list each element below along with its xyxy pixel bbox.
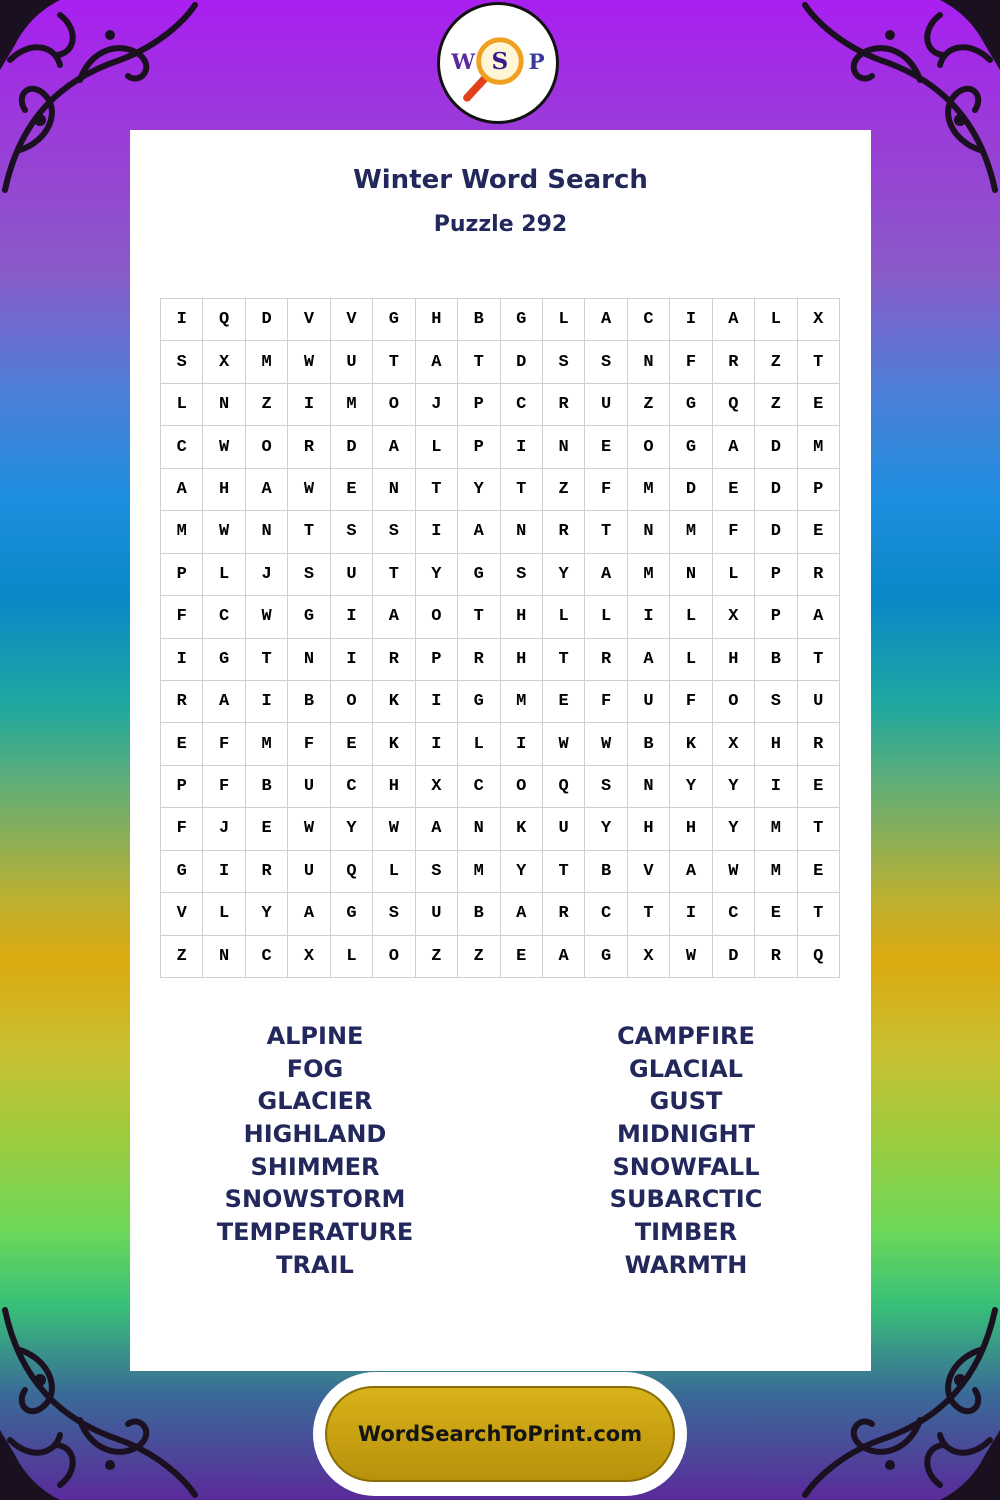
grid-cell[interactable]: B bbox=[246, 766, 288, 808]
logo-letter-w: W bbox=[451, 49, 476, 75]
grid-cell[interactable]: H bbox=[713, 639, 755, 681]
grid-cell[interactable]: D bbox=[501, 341, 543, 383]
grid-cell[interactable]: M bbox=[246, 723, 288, 765]
grid-cell[interactable]: I bbox=[161, 299, 203, 341]
word-list-item: HIGHLAND bbox=[243, 1120, 387, 1149]
grid-cell[interactable]: Y bbox=[543, 554, 585, 596]
grid-cell[interactable]: N bbox=[373, 469, 415, 511]
grid-cell[interactable]: A bbox=[585, 299, 627, 341]
grid-cell[interactable]: V bbox=[628, 851, 670, 893]
grid-cell[interactable]: K bbox=[501, 808, 543, 850]
grid-cell[interactable]: O bbox=[628, 426, 670, 468]
grid-cell[interactable]: M bbox=[331, 384, 373, 426]
grid-cell[interactable]: I bbox=[416, 511, 458, 553]
site-logo[interactable] bbox=[437, 2, 559, 124]
grid-cell[interactable]: G bbox=[670, 426, 712, 468]
word-list-item: SNOWSTORM bbox=[224, 1185, 406, 1214]
logo-letter-p: P bbox=[528, 49, 545, 75]
grid-cell[interactable]: W bbox=[203, 511, 245, 553]
word-list-item: TEMPERATURE bbox=[216, 1218, 414, 1247]
grid-cell[interactable]: T bbox=[798, 341, 840, 383]
grid-cell[interactable]: W bbox=[288, 341, 330, 383]
grid-cell[interactable]: G bbox=[501, 299, 543, 341]
grid-cell[interactable]: O bbox=[246, 426, 288, 468]
grid-cell[interactable]: Z bbox=[458, 936, 500, 978]
grid-cell[interactable]: U bbox=[628, 681, 670, 723]
grid-cell[interactable]: O bbox=[373, 384, 415, 426]
grid-cell[interactable]: R bbox=[288, 426, 330, 468]
grid-cell[interactable]: W bbox=[203, 426, 245, 468]
grid-cell[interactable]: L bbox=[543, 299, 585, 341]
grid-cell[interactable]: Y bbox=[331, 808, 373, 850]
grid-cell[interactable]: L bbox=[713, 554, 755, 596]
logo-magnifier-icon bbox=[440, 5, 556, 121]
grid-cell[interactable]: P bbox=[755, 554, 797, 596]
grid-cell[interactable]: I bbox=[161, 639, 203, 681]
grid-cell[interactable]: Z bbox=[543, 469, 585, 511]
grid-cell[interactable]: E bbox=[798, 511, 840, 553]
grid-cell[interactable]: H bbox=[501, 639, 543, 681]
grid-cell[interactable]: C bbox=[501, 384, 543, 426]
grid-cell[interactable]: R bbox=[798, 723, 840, 765]
grid-cell[interactable]: U bbox=[543, 808, 585, 850]
grid-cell[interactable]: I bbox=[670, 299, 712, 341]
grid-cell[interactable]: I bbox=[416, 723, 458, 765]
grid-cell[interactable]: A bbox=[585, 554, 627, 596]
grid-cell[interactable]: T bbox=[373, 341, 415, 383]
grid-cell[interactable]: X bbox=[798, 299, 840, 341]
grid-cell[interactable]: J bbox=[203, 808, 245, 850]
grid-cell[interactable]: L bbox=[543, 596, 585, 638]
grid-cell[interactable]: R bbox=[246, 851, 288, 893]
grid-cell[interactable]: N bbox=[501, 511, 543, 553]
grid-cell[interactable]: F bbox=[203, 766, 245, 808]
grid-cell[interactable]: R bbox=[458, 639, 500, 681]
grid-cell[interactable]: R bbox=[585, 639, 627, 681]
grid-cell[interactable]: K bbox=[373, 681, 415, 723]
grid-cell[interactable]: W bbox=[543, 723, 585, 765]
grid-cell[interactable]: K bbox=[373, 723, 415, 765]
grid-cell[interactable]: Z bbox=[755, 384, 797, 426]
grid-cell[interactable]: Z bbox=[246, 384, 288, 426]
grid-cell[interactable]: V bbox=[288, 299, 330, 341]
footer-pill bbox=[313, 1372, 687, 1496]
grid-cell[interactable]: C bbox=[246, 936, 288, 978]
grid-cell[interactable]: E bbox=[798, 384, 840, 426]
word-list-left bbox=[130, 1020, 500, 1282]
grid-cell[interactable]: A bbox=[458, 511, 500, 553]
grid-cell[interactable]: M bbox=[755, 851, 797, 893]
grid-cell[interactable]: L bbox=[161, 384, 203, 426]
grid-cell[interactable]: I bbox=[755, 766, 797, 808]
grid-cell[interactable]: J bbox=[416, 384, 458, 426]
grid-cell[interactable]: I bbox=[246, 681, 288, 723]
grid-cell[interactable]: Y bbox=[585, 808, 627, 850]
grid-cell[interactable]: E bbox=[798, 766, 840, 808]
grid-cell[interactable]: T bbox=[628, 893, 670, 935]
grid-cell[interactable]: V bbox=[331, 299, 373, 341]
grid-cell[interactable]: T bbox=[585, 511, 627, 553]
grid-cell[interactable]: Y bbox=[458, 469, 500, 511]
word-list-item: GLACIAL bbox=[629, 1054, 743, 1083]
grid-cell[interactable]: M bbox=[246, 341, 288, 383]
grid-cell[interactable]: I bbox=[416, 681, 458, 723]
grid-cell[interactable]: F bbox=[585, 681, 627, 723]
grid-cell[interactable]: G bbox=[161, 851, 203, 893]
grid-cell[interactable]: D bbox=[331, 426, 373, 468]
grid-cell[interactable]: F bbox=[670, 341, 712, 383]
grid-cell[interactable]: N bbox=[203, 936, 245, 978]
grid-cell[interactable]: Y bbox=[670, 766, 712, 808]
grid-cell[interactable]: I bbox=[628, 596, 670, 638]
grid-cell[interactable]: R bbox=[543, 384, 585, 426]
grid-cell[interactable]: S bbox=[585, 766, 627, 808]
grid-cell[interactable]: L bbox=[373, 851, 415, 893]
grid-cell[interactable]: C bbox=[628, 299, 670, 341]
grid-cell[interactable]: P bbox=[161, 766, 203, 808]
grid-cell[interactable]: G bbox=[373, 299, 415, 341]
grid-cell[interactable]: N bbox=[203, 384, 245, 426]
word-list-item: TIMBER bbox=[634, 1218, 738, 1247]
grid-cell[interactable]: S bbox=[501, 554, 543, 596]
grid-cell[interactable]: A bbox=[501, 893, 543, 935]
grid-cell[interactable]: E bbox=[331, 723, 373, 765]
grid-cell[interactable]: G bbox=[203, 639, 245, 681]
grid-cell[interactable]: G bbox=[331, 893, 373, 935]
grid-cell[interactable]: P bbox=[458, 384, 500, 426]
grid-cell[interactable]: W bbox=[670, 936, 712, 978]
grid-cell[interactable]: D bbox=[755, 511, 797, 553]
grid-cell[interactable]: U bbox=[288, 851, 330, 893]
grid-cell[interactable]: R bbox=[713, 341, 755, 383]
puzzle-card bbox=[130, 130, 871, 1371]
word-list-item: ALPINE bbox=[266, 1022, 364, 1050]
grid-cell[interactable]: V bbox=[161, 893, 203, 935]
grid-cell[interactable]: C bbox=[161, 426, 203, 468]
grid-cell[interactable]: Q bbox=[543, 766, 585, 808]
grid-cell[interactable]: H bbox=[416, 299, 458, 341]
grid-cell[interactable]: N bbox=[543, 426, 585, 468]
word-list-item: CAMPFIRE bbox=[617, 1022, 755, 1050]
grid-cell[interactable]: T bbox=[798, 893, 840, 935]
grid-cell[interactable]: A bbox=[798, 596, 840, 638]
grid-cell[interactable]: D bbox=[713, 936, 755, 978]
grid-cell[interactable]: T bbox=[288, 511, 330, 553]
grid-cell[interactable]: A bbox=[628, 639, 670, 681]
grid-cell[interactable]: F bbox=[288, 723, 330, 765]
grid-cell[interactable]: S bbox=[161, 341, 203, 383]
grid-cell[interactable]: J bbox=[246, 554, 288, 596]
word-list-item: MIDNIGHT bbox=[617, 1120, 755, 1149]
word-list-item: WARMTH bbox=[624, 1250, 748, 1279]
grid-cell[interactable]: T bbox=[798, 639, 840, 681]
grid-cell[interactable]: E bbox=[755, 893, 797, 935]
grid-cell[interactable]: L bbox=[458, 723, 500, 765]
grid-cell[interactable]: W bbox=[288, 808, 330, 850]
logo-letter-s: S bbox=[491, 47, 509, 75]
grid-cell[interactable]: T bbox=[798, 808, 840, 850]
grid-cell[interactable]: A bbox=[416, 808, 458, 850]
grid-cell[interactable]: B bbox=[585, 851, 627, 893]
word-list-item: GUST bbox=[649, 1087, 723, 1116]
grid-cell[interactable]: U bbox=[798, 681, 840, 723]
grid-cell[interactable]: Q bbox=[713, 384, 755, 426]
grid-cell[interactable]: E bbox=[798, 851, 840, 893]
grid-cell[interactable]: F bbox=[713, 511, 755, 553]
word-list-item: SHIMMER bbox=[250, 1152, 380, 1181]
grid-cell[interactable]: N bbox=[628, 511, 670, 553]
grid-cell[interactable]: F bbox=[161, 596, 203, 638]
grid-cell[interactable]: L bbox=[670, 639, 712, 681]
grid-cell[interactable]: O bbox=[331, 681, 373, 723]
grid-cell[interactable]: O bbox=[713, 681, 755, 723]
grid-cell[interactable]: E bbox=[161, 723, 203, 765]
grid-cell[interactable]: L bbox=[203, 554, 245, 596]
word-list-right bbox=[501, 1020, 871, 1282]
grid-cell[interactable]: M bbox=[161, 511, 203, 553]
grid-cell[interactable]: L bbox=[755, 299, 797, 341]
grid-cell[interactable]: C bbox=[331, 766, 373, 808]
grid-cell[interactable]: O bbox=[501, 766, 543, 808]
grid-cell[interactable]: B bbox=[755, 639, 797, 681]
grid-cell[interactable]: G bbox=[585, 936, 627, 978]
grid-cell[interactable]: U bbox=[288, 766, 330, 808]
grid-cell[interactable]: I bbox=[501, 723, 543, 765]
grid-cell[interactable]: Z bbox=[628, 384, 670, 426]
grid-cell[interactable]: S bbox=[543, 341, 585, 383]
grid-cell[interactable]: E bbox=[543, 681, 585, 723]
site-link-button[interactable]: WordSearchToPrint.com bbox=[325, 1386, 675, 1482]
letter-grid bbox=[160, 298, 840, 978]
grid-cell[interactable]: C bbox=[458, 766, 500, 808]
grid-cell[interactable]: X bbox=[713, 596, 755, 638]
grid-cell[interactable]: O bbox=[416, 596, 458, 638]
grid-cell[interactable]: N bbox=[458, 808, 500, 850]
grid-cell[interactable]: M bbox=[798, 426, 840, 468]
grid-cell[interactable]: R bbox=[543, 511, 585, 553]
grid-cell[interactable]: L bbox=[670, 596, 712, 638]
grid-cell[interactable]: P bbox=[798, 469, 840, 511]
puzzle-number: Puzzle 292 bbox=[433, 212, 568, 237]
grid-cell[interactable]: I bbox=[331, 596, 373, 638]
grid-cell[interactable]: Y bbox=[713, 808, 755, 850]
grid-cell[interactable]: U bbox=[416, 893, 458, 935]
grid-cell[interactable]: M bbox=[755, 808, 797, 850]
grid-cell[interactable]: T bbox=[373, 554, 415, 596]
grid-cell[interactable]: B bbox=[458, 299, 500, 341]
grid-cell[interactable]: X bbox=[628, 936, 670, 978]
grid-cell[interactable]: A bbox=[161, 469, 203, 511]
word-list-item: FOG bbox=[286, 1054, 344, 1083]
grid-cell[interactable]: M bbox=[628, 554, 670, 596]
grid-cell[interactable]: P bbox=[755, 596, 797, 638]
grid-cell[interactable]: A bbox=[288, 893, 330, 935]
grid-cell[interactable]: G bbox=[288, 596, 330, 638]
grid-cell[interactable]: E bbox=[246, 808, 288, 850]
grid-cell[interactable]: Y bbox=[713, 766, 755, 808]
grid-cell[interactable]: A bbox=[373, 426, 415, 468]
grid-cell[interactable]: B bbox=[458, 893, 500, 935]
grid-cell[interactable]: F bbox=[670, 681, 712, 723]
grid-cell[interactable]: G bbox=[458, 554, 500, 596]
grid-cell[interactable]: Y bbox=[416, 554, 458, 596]
grid-cell[interactable]: S bbox=[373, 893, 415, 935]
grid-cell[interactable]: X bbox=[713, 723, 755, 765]
grid-cell[interactable]: Z bbox=[161, 936, 203, 978]
grid-cell[interactable]: D bbox=[670, 469, 712, 511]
grid-cell[interactable]: Q bbox=[203, 299, 245, 341]
grid-cell[interactable]: E bbox=[501, 936, 543, 978]
grid-cell[interactable]: I bbox=[331, 639, 373, 681]
grid-cell[interactable]: P bbox=[161, 554, 203, 596]
grid-cell[interactable]: T bbox=[501, 469, 543, 511]
grid-cell[interactable]: M bbox=[458, 851, 500, 893]
grid-cell[interactable]: G bbox=[670, 384, 712, 426]
grid-cell[interactable]: Z bbox=[416, 936, 458, 978]
grid-cell[interactable]: H bbox=[628, 808, 670, 850]
grid-cell[interactable]: H bbox=[203, 469, 245, 511]
grid-cell[interactable]: X bbox=[416, 766, 458, 808]
grid-cell[interactable]: X bbox=[288, 936, 330, 978]
grid-cell[interactable]: E bbox=[713, 469, 755, 511]
grid-cell[interactable]: S bbox=[373, 511, 415, 553]
grid-cell[interactable]: M bbox=[670, 511, 712, 553]
grid-cell[interactable]: G bbox=[458, 681, 500, 723]
grid-cell[interactable]: A bbox=[713, 299, 755, 341]
grid-cell[interactable]: L bbox=[416, 426, 458, 468]
grid-cell[interactable]: T bbox=[246, 639, 288, 681]
grid-cell[interactable]: S bbox=[288, 554, 330, 596]
grid-cell[interactable]: Q bbox=[798, 936, 840, 978]
grid-cell[interactable]: L bbox=[585, 596, 627, 638]
grid-cell[interactable]: S bbox=[331, 511, 373, 553]
grid-cell[interactable]: T bbox=[416, 469, 458, 511]
grid-cell[interactable]: N bbox=[288, 639, 330, 681]
grid-cell[interactable]: H bbox=[670, 808, 712, 850]
grid-cell[interactable]: D bbox=[755, 469, 797, 511]
grid-cell[interactable]: U bbox=[585, 384, 627, 426]
grid-cell[interactable]: A bbox=[670, 851, 712, 893]
grid-cell[interactable]: N bbox=[628, 341, 670, 383]
grid-cell[interactable]: T bbox=[458, 341, 500, 383]
grid-cell[interactable]: X bbox=[203, 341, 245, 383]
word-list-item: SNOWFALL bbox=[612, 1152, 760, 1181]
grid-cell[interactable]: W bbox=[585, 723, 627, 765]
grid-cell[interactable]: Q bbox=[331, 851, 373, 893]
grid-cell[interactable]: W bbox=[713, 851, 755, 893]
grid-cell[interactable]: I bbox=[670, 893, 712, 935]
word-list-item: SUBARCTIC bbox=[609, 1185, 763, 1214]
grid-cell[interactable]: N bbox=[628, 766, 670, 808]
grid-cell[interactable]: C bbox=[713, 893, 755, 935]
grid-cell[interactable]: C bbox=[585, 893, 627, 935]
grid-cell[interactable]: L bbox=[331, 936, 373, 978]
grid-cell[interactable]: R bbox=[543, 893, 585, 935]
grid-cell[interactable]: N bbox=[670, 554, 712, 596]
word-list-item: GLACIER bbox=[257, 1087, 373, 1116]
grid-cell[interactable]: W bbox=[373, 808, 415, 850]
grid-cell[interactable]: S bbox=[755, 681, 797, 723]
grid-cell[interactable]: R bbox=[798, 554, 840, 596]
grid-cell[interactable]: C bbox=[203, 596, 245, 638]
grid-cell[interactable]: U bbox=[331, 341, 373, 383]
grid-cell[interactable]: B bbox=[628, 723, 670, 765]
grid-cell[interactable]: B bbox=[288, 681, 330, 723]
grid-cell[interactable]: E bbox=[585, 426, 627, 468]
grid-cell[interactable]: H bbox=[755, 723, 797, 765]
grid-cell[interactable]: U bbox=[331, 554, 373, 596]
grid-cell[interactable]: D bbox=[755, 426, 797, 468]
grid-cell[interactable]: T bbox=[458, 596, 500, 638]
grid-cell[interactable]: T bbox=[543, 639, 585, 681]
grid-cell[interactable]: K bbox=[670, 723, 712, 765]
grid-cell[interactable]: R bbox=[161, 681, 203, 723]
grid-cell[interactable]: F bbox=[585, 469, 627, 511]
grid-cell[interactable]: H bbox=[373, 766, 415, 808]
grid-cell[interactable]: A bbox=[543, 936, 585, 978]
grid-cell[interactable]: A bbox=[203, 681, 245, 723]
grid-cell[interactable]: A bbox=[416, 341, 458, 383]
grid-cell[interactable]: S bbox=[416, 851, 458, 893]
grid-cell[interactable]: Y bbox=[246, 893, 288, 935]
grid-cell[interactable]: Z bbox=[755, 341, 797, 383]
grid-cell[interactable]: F bbox=[161, 808, 203, 850]
grid-cell[interactable]: A bbox=[713, 426, 755, 468]
grid-cell[interactable]: M bbox=[628, 469, 670, 511]
grid-cell[interactable]: A bbox=[373, 596, 415, 638]
grid-cell[interactable]: P bbox=[458, 426, 500, 468]
grid-cell[interactable]: F bbox=[203, 723, 245, 765]
grid-cell[interactable]: H bbox=[501, 596, 543, 638]
grid-cell[interactable]: I bbox=[203, 851, 245, 893]
grid-cell[interactable]: E bbox=[331, 469, 373, 511]
word-list-item: TRAIL bbox=[276, 1250, 354, 1279]
grid-cell[interactable]: W bbox=[288, 469, 330, 511]
grid-cell[interactable]: O bbox=[373, 936, 415, 978]
grid-cell[interactable]: W bbox=[246, 596, 288, 638]
grid-cell[interactable]: R bbox=[373, 639, 415, 681]
grid-cell[interactable]: S bbox=[585, 341, 627, 383]
grid-cell[interactable]: N bbox=[246, 511, 288, 553]
grid-cell[interactable]: D bbox=[246, 299, 288, 341]
grid-cell[interactable]: M bbox=[501, 681, 543, 723]
grid-cell[interactable]: T bbox=[543, 851, 585, 893]
page-title: Winter Word Search bbox=[353, 165, 648, 195]
grid-cell[interactable]: Y bbox=[501, 851, 543, 893]
grid-cell[interactable]: P bbox=[416, 639, 458, 681]
grid-cell[interactable]: L bbox=[203, 893, 245, 935]
grid-cell[interactable]: R bbox=[755, 936, 797, 978]
grid-cell[interactable]: I bbox=[501, 426, 543, 468]
grid-cell[interactable]: I bbox=[288, 384, 330, 426]
grid-cell[interactable]: A bbox=[246, 469, 288, 511]
